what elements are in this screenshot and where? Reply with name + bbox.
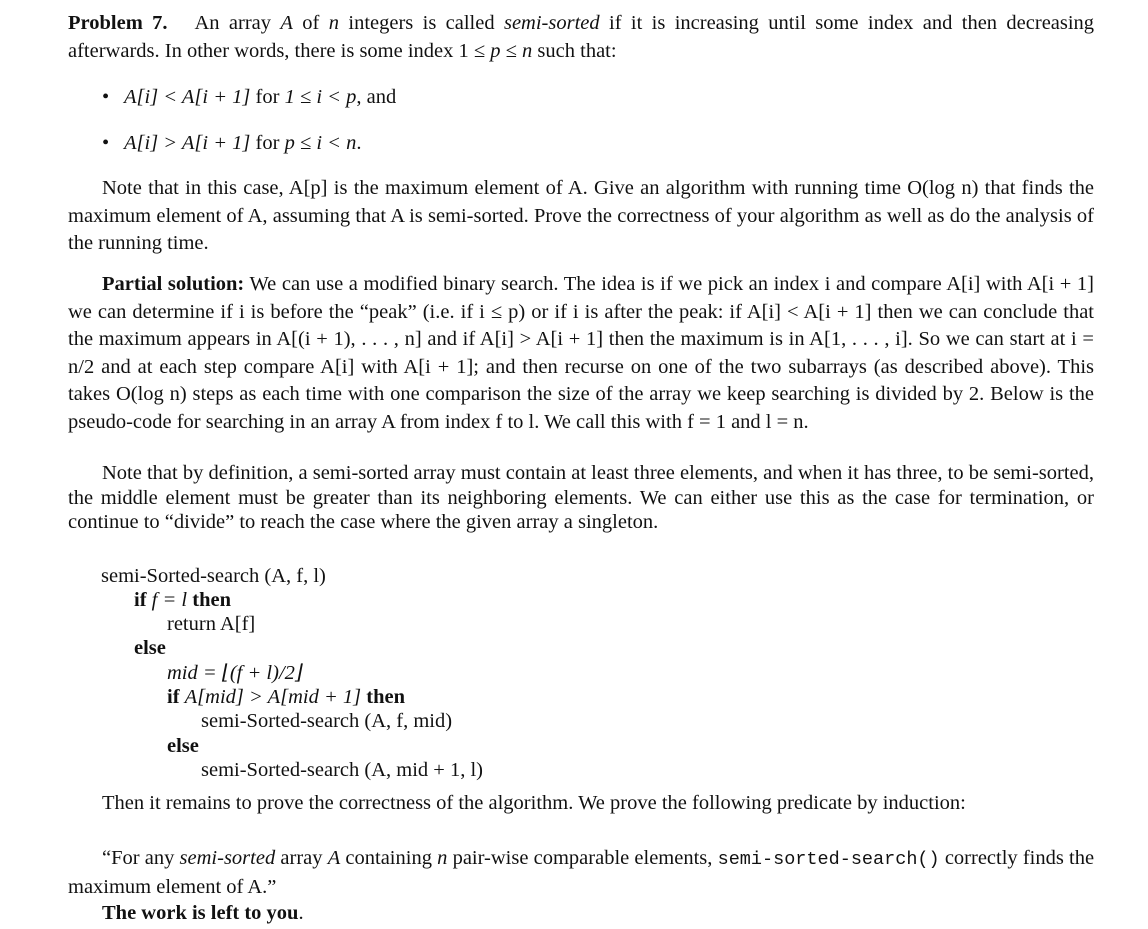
math-var: n (328, 12, 339, 34)
note2-text: Note that by definition, a semi-sorted array must contain at least three elements, and when it has three, to be semi-sorted, the middle element must be greater than its neighboring elements. We can either use this as the case for termination, or continue to “divide” to reach the case where the given array a singleton. (68, 462, 1094, 533)
bullet-math: A[i] < A[i + 1] (124, 86, 251, 108)
bullet-text: for (255, 132, 280, 154)
bullet-tail: , and (356, 86, 397, 108)
code-mid-line: mid = ⌊(f + l)/2⌋ (167, 662, 303, 684)
code-header: semi-Sorted-search (A, f, l) (101, 565, 326, 587)
bullet-condition: p ≤ i < n (284, 132, 357, 154)
bullet-dot-icon: • (102, 132, 110, 154)
note-text: Note that in this case, A[p] is the maximum element of A. Give an algorithm with running time O(log n) that finds the maximum element of A, assuming that A is semi-sorted. Prove the correctness of your algorithm as well as do the analysis of the running time. (68, 177, 1094, 254)
problem-text: such that: (537, 39, 617, 62)
bullet-tail: . (356, 132, 362, 154)
problem-text: of (302, 12, 320, 34)
partial-solution-label: Partial solution: (102, 273, 245, 295)
bullet-math: A[i] > A[i + 1] (124, 132, 251, 154)
note-paragraph (68, 175, 1094, 258)
proof-text: Then it remains to prove the correctness of the algorithm. We prove the following predicate by induction: (102, 792, 966, 814)
bullet-dot-icon: • (102, 86, 110, 108)
defined-term: semi-sorted (503, 12, 600, 34)
problem-statement (68, 10, 1094, 65)
bullet-condition: 1 ≤ i < p (284, 86, 357, 108)
closing-bold: The work is left to you (102, 902, 299, 924)
code-if-line: if f = l then (134, 589, 231, 611)
bullet-text: for (255, 86, 280, 108)
proof-paragraph (68, 790, 1094, 818)
closing-line: The work is left to you. (102, 902, 304, 924)
code-if2-line: if A[mid] > A[mid + 1] then (167, 686, 406, 708)
problem-text: if it is increasing until some index and then decreasing afterwards. In other words, there is some index 1 ≤ (68, 12, 1095, 62)
problem-text: integers is called (348, 12, 495, 34)
partial-solution-paragraph (68, 271, 1094, 436)
math-var: p (490, 39, 501, 62)
code-else2-line: else (167, 735, 199, 757)
partial-solution-text: We can use a modified binary search. The idea is if we pick an index i and compare A[i] with A[i + 1] we can determine if i is before the “peak” (i.e. if i ≤ p) or if i is after the peak: if A[i] < A[i + 1] then we can conclude that the maximum appears in A[(i + 1), . . . , n] and if A[i] > A[i + 1] then the maximum is in A[1, . . . , i]. So we can start at i = n/2 and at each step compare A[i] with A[i + 1]; and then recurse on one of the two subarrays (as described above). This takes O(log n) steps as each time with one comparison the size of the array we keep searching is divided by 2. Below is the pseudo-code for searching in an array A from index f to l. We call this with f = 1 and l = n. (68, 273, 1094, 433)
problem-label: Problem 7. (68, 12, 168, 34)
predicate-quote: “For any semi-sorted array A containing n pair-wise comparable elements, semi-sorted-search() correctly finds the maximum element of A.” (68, 847, 1095, 898)
code-call1-line: semi-Sorted-search (A, f, mid) (201, 710, 453, 732)
math-var: A (280, 12, 293, 34)
problem-text: ≤ (505, 39, 517, 62)
code-call2-line: semi-Sorted-search (A, mid + 1, l) (201, 759, 483, 781)
code-else-line: else (134, 637, 166, 659)
problem-text: An array (194, 12, 272, 34)
code-return-line: return A[f] (167, 613, 256, 635)
note2-paragraph (68, 461, 1094, 535)
function-name: semi-sorted-search() (717, 849, 940, 870)
math-var: n (522, 39, 533, 62)
